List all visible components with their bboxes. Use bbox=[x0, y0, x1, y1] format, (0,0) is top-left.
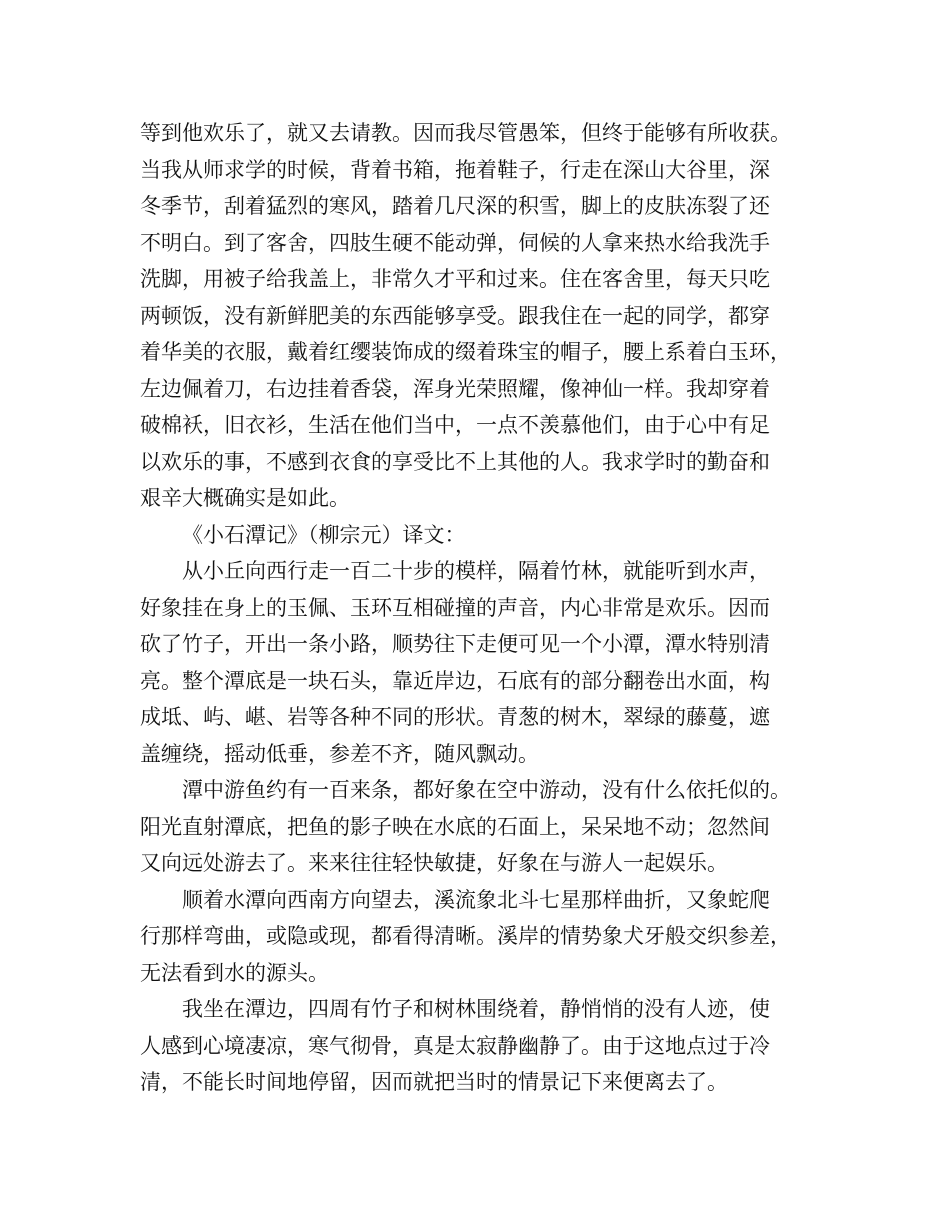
paragraph-4 bbox=[140, 772, 810, 882]
text-line: 两顿饭，没有新鲜肥美的东西能够享受。跟我住在一起的同学，都穿 bbox=[140, 303, 770, 328]
text-line: 等到他欢乐了，就又去请教。因而我尽管愚笨，但终于能够有所收获。 bbox=[140, 121, 791, 145]
text-line: 以欢乐的事，不感到衣食的享受比不上其他的人。我求学时的勤奋和 bbox=[140, 449, 770, 474]
paragraph-6 bbox=[140, 991, 810, 1101]
text-line: 行那样弯曲，或隐或现，都看得清晰。溪岸的情势象犬牙般交织参差， bbox=[140, 924, 791, 948]
paragraph-2-heading bbox=[140, 517, 810, 554]
text-line: 砍了竹子，开出一条小路，顺势往下走便可见一个小潭，潭水特别清 bbox=[140, 632, 770, 656]
text-line: 洗脚，用被子给我盖上，非常久才平和过来。住在客舍里，每天只吃 bbox=[140, 267, 770, 291]
text-line: 无法看到水的源头。 bbox=[140, 960, 329, 985]
text-line: 着华美的衣服，戴着红缨装饰成的缀着珠宝的帽子，腰上系着白玉环， bbox=[140, 340, 791, 364]
text-line: 破棉袄，旧衣衫，生活在他们当中，一点不羡慕他们，由于心中有足 bbox=[140, 413, 770, 437]
text-line: 人感到心境凄凉，寒气彻骨，真是太寂静幽静了。由于这地点过于冷 bbox=[140, 1033, 770, 1058]
text-line: 好象挂在身上的玉佩、玉环互相碰撞的声音，内心非常是欢乐。因而 bbox=[140, 595, 770, 620]
text-line: 左边佩着刀，右边挂着香袋，浑身光荣照耀，像神仙一样。我却穿着 bbox=[140, 376, 770, 401]
text-line: 从小丘向西行走一百二十步的模样，隔着竹林，就能听到水声， bbox=[182, 559, 770, 583]
text-line: 当我从师求学的时候，背着书箱，拖着鞋子，行走在深山大谷里，深 bbox=[140, 157, 770, 182]
paragraph-3 bbox=[140, 553, 810, 772]
text-line: 艰辛大概确实是如此。 bbox=[140, 486, 350, 510]
paragraph-1 bbox=[140, 115, 810, 517]
text-line: 清，不能长时间地停留，因而就把当时的情景记下来便离去了。 bbox=[140, 1070, 728, 1094]
text-line: 又向远处游去了。来来往往轻快敏捷，好象在与游人一起娱乐。 bbox=[140, 851, 728, 875]
section-heading: 《小石潭记》（柳宗元）译文： bbox=[182, 522, 466, 547]
text-line: 潭中游鱼约有一百来条，都好象在空中游动，没有什么依托似的。 bbox=[182, 778, 791, 802]
text-line: 亮。整个潭底是一块石头，靠近岸边，石底有的部分翻卷出水面，构 bbox=[140, 668, 770, 693]
paragraph-5 bbox=[140, 882, 810, 992]
text-line: 顺着水潭向西南方向望去，溪流象北斗七星那样曲折，又象蛇爬 bbox=[182, 887, 770, 912]
text-line: 阳光直射潭底，把鱼的影子映在水底的石面上，呆呆地不动；忽然间 bbox=[140, 814, 770, 839]
text-line: 我坐在潭边，四周有竹子和树林围绕着，静悄悄的没有人迹，使 bbox=[182, 997, 770, 1021]
text-line: 冬季节，刮着猛烈的寒风，踏着几尺深的积雪，脚上的皮肤冻裂了还 bbox=[140, 194, 770, 218]
text-line: 成坻、屿、嵁、岩等各种不同的形状。青葱的树木，翠绿的藤蔓，遮 bbox=[140, 705, 770, 729]
text-line: 盖缠绕，摇动低垂，参差不齐，随风飘动。 bbox=[140, 741, 539, 766]
document-body bbox=[140, 115, 810, 1101]
text-line: 不明白。到了客舍，四肢生硬不能动弹，伺候的人拿来热水给我洗手 bbox=[140, 230, 770, 255]
